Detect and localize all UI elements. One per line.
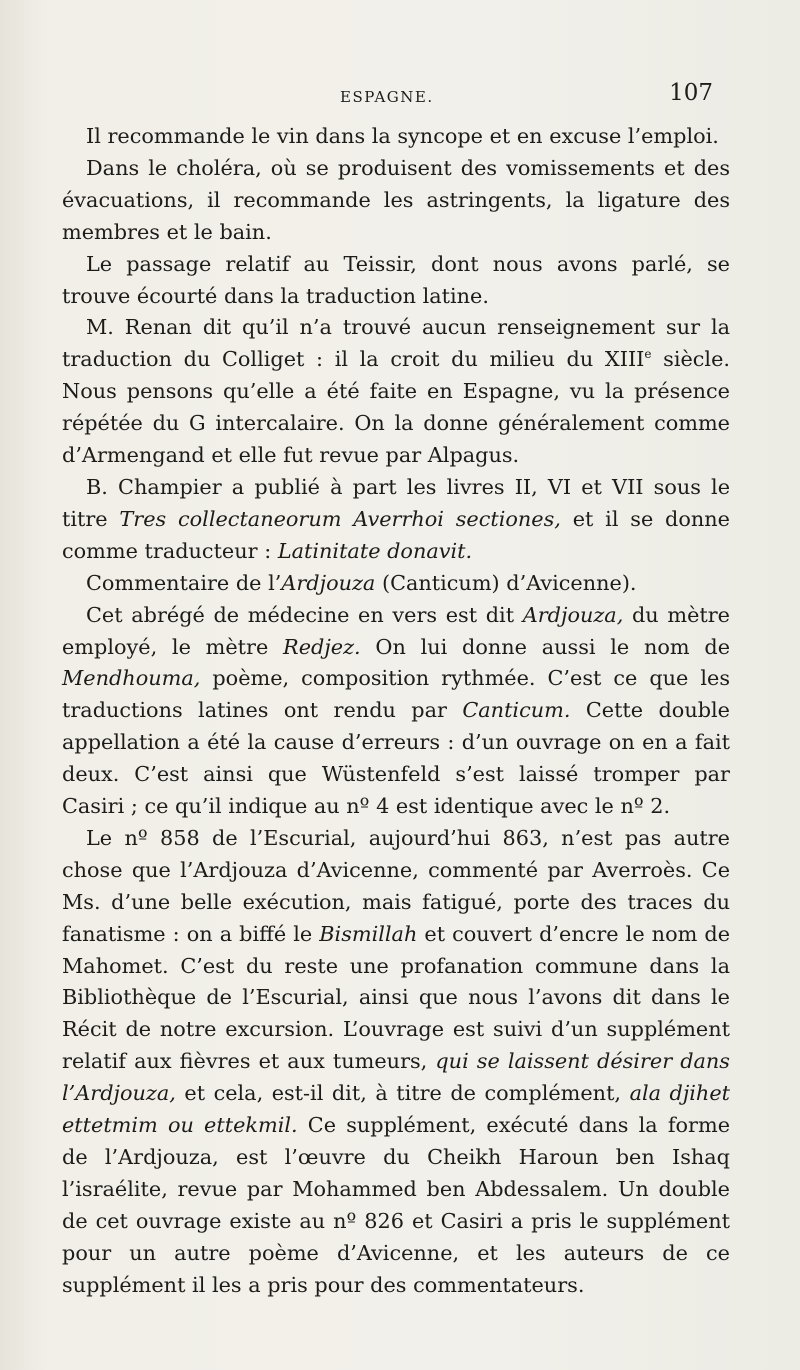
italic-phrase: qui se laissent désirer dans l’Ardjouza, — [62, 1049, 730, 1106]
paragraph: Dans le choléra, où se produisent des vomissements et des évacuations, il recommande les astringents, la ligature des membres et le bain. — [62, 155, 730, 244]
body-text — [62, 121, 730, 1302]
italic-title: Tres collectaneorum Averrhoi sectiones, — [119, 506, 561, 531]
page-number: 107 — [669, 80, 713, 106]
paragraph: Le passage relatif au Teissir, dont nous avons parlé, se trouve écourté dans la traduction latine. — [62, 251, 730, 308]
italic-term: Ardjouza — [281, 570, 376, 595]
italic-phrase: ala djihet ettetmim ou ettekmil. — [62, 1081, 730, 1138]
italic-term: Canticum. — [462, 698, 571, 723]
italic-term: Bismillah — [319, 921, 418, 946]
page-header — [88, 80, 713, 110]
italic-term: Mendhouma, — [62, 666, 201, 691]
paragraph: Il recommande le vin dans la syncope et en excuse l’emploi. — [86, 124, 719, 148]
paragraph: M. Renan dit qu’il n’a trouvé aucun renseignement sur la traduction du Colliget : il la croit du milieu du XIIIe siècle. Nous pensons qu’elle a été faite en Espagne, vu la présence répétée du G intercalaire. On la donne généralement comme d’Armengand et elle fut revue par Alpagus. — [62, 315, 730, 468]
italic-term: Ardjouza, — [522, 602, 624, 627]
running-title: ESPAGNE. — [340, 88, 434, 106]
italic-term: Redjez. — [283, 634, 361, 659]
paragraph: B. Champier a publié à part les livres II, VI et VII sous le titre Tres collectaneorum Averrhoi sectiones, et il se donne comme traducteur : Latinitate donavit. — [62, 474, 730, 563]
paragraph: Commentaire de l’Ardjouza (Canticum) d’Avicenne). — [86, 570, 637, 595]
paragraph: Cet abrégé de médecine en vers est dit Ardjouza, du mètre employé, le mètre Redjez. On lui donne aussi le nom de Mendhouma, poème, composition rythmée. C’est ce que les traductions latines ont rendu par Canticum. Cette double appellation a été la cause d’erreurs : d’un ouvrage on en a fait deux. C’est ainsi que Wüstenfeld s’est laissé tromper par Casiri ; ce qu’il indique au nº 4 est identique avec le nº 2. — [62, 602, 731, 819]
italic-phrase: Latinitate donavit. — [277, 538, 473, 563]
paragraph: Le nº 858 de l’Escurial, aujourd’hui 863, n’est pas autre chose que l’Ardjouza d’Avicenne, commenté par Averroès. Ce Ms. d’une belle exécution, mais fatigué, porte des traces du fanatisme : on a biffé le Bismillah et couvert d’encre le nom de Mahomet. C’est du reste une profanation commune dans la Bibliothèque de l’Escurial, ainsi que nous l’avons dit dans le Récit de notre excursion. L’ouvrage est suivi d’un supplément relatif aux fièvres et aux tumeurs, qui se laissent désirer dans l’Ardjouza, et cela, est-il dit, à titre de complément, ala djihet ettetmim ou ettekmil. Ce supplément, exécuté dans la forme de l’Ardjouza, est l’œuvre du Cheikh Haroun ben Ishaq l’israélite, revue par Mohammed ben Abdessalem. Un double de cet ouvrage existe au nº 826 et Casiri a pris le supplément pour un autre poème d’Avicenne, et les auteurs de ce supplément il les a pris pour des commentateurs. — [62, 825, 731, 1297]
superscript: e — [644, 347, 652, 362]
